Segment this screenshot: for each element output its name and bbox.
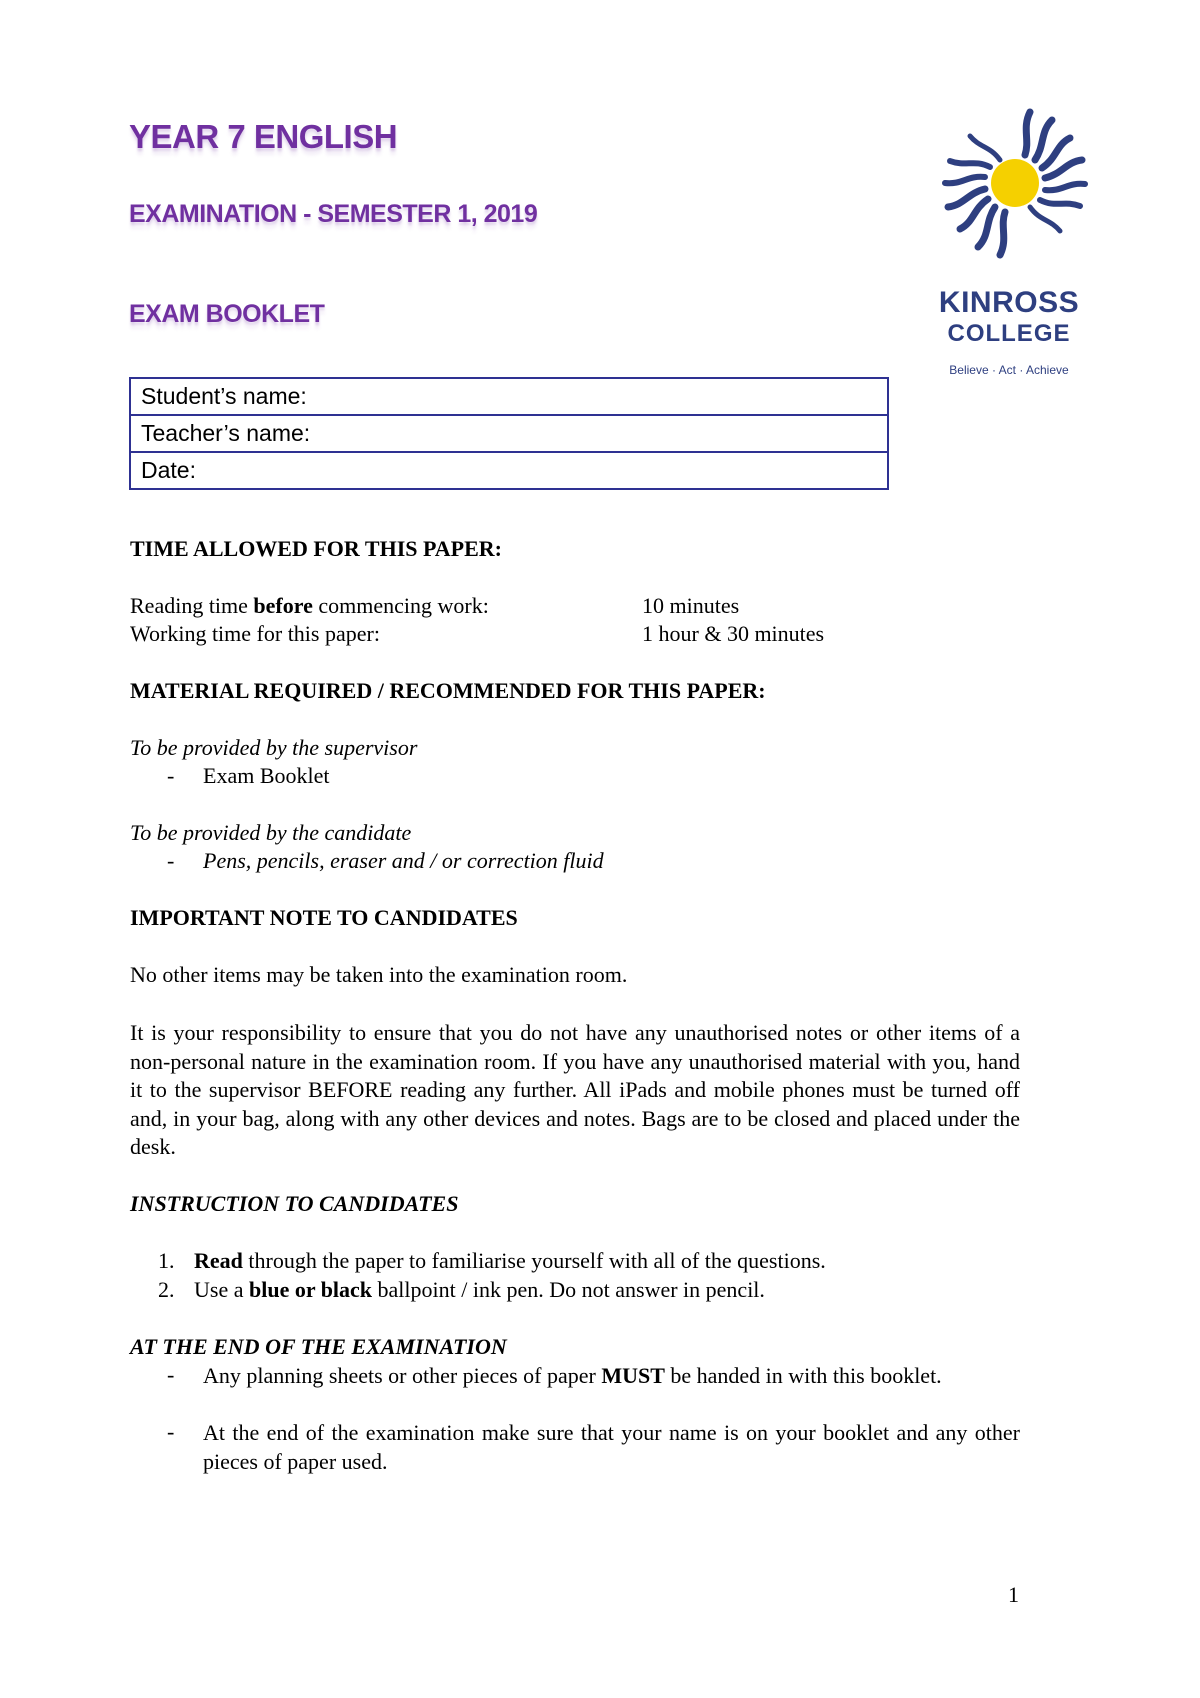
materials-heading: MATERIAL REQUIRED / RECOMMENDED FOR THIS PAPER:	[130, 678, 766, 703]
bullet-dash: -	[167, 763, 175, 788]
student-info-table	[129, 377, 889, 490]
time-allowed-heading: TIME ALLOWED FOR THIS PAPER:	[130, 536, 503, 561]
kinross-college-logo	[930, 100, 1100, 390]
instruction-1-rest: through the paper to familiarise yourself with all of the questions.	[242, 1248, 826, 1273]
working-time-value: 1 hour & 30 minutes	[642, 621, 825, 646]
reading-time-label	[130, 593, 489, 619]
logo-name-line2: COLLEGE	[947, 320, 1071, 347]
reading-time-label-post: commencing work:	[312, 593, 489, 618]
exam-subtitle: EXAMINATION - SEMESTER 1, 2019	[129, 200, 538, 228]
end-instruction-1-bold: MUST	[601, 1363, 665, 1388]
bullet-dash: -	[167, 848, 175, 873]
instruction-2-rest: ballpoint / ink pen. Do not answer in pencil.	[372, 1277, 765, 1302]
bullet-dash: -	[167, 1419, 175, 1444]
end-of-exam-heading: AT THE END OF THE EXAMINATION	[130, 1334, 507, 1359]
instruction-1-bold: Read	[194, 1248, 243, 1273]
candidate-label: To be provided by the candidate	[130, 820, 412, 845]
supervisor-item: Exam Booklet	[203, 763, 330, 788]
instructions-heading: INSTRUCTION TO CANDIDATES	[130, 1191, 459, 1216]
end-instruction-1-post: be handed in with this booklet.	[664, 1363, 942, 1388]
candidate-item: Pens, pencils, eraser and / or correction fluid	[203, 848, 604, 873]
item-number: 2.	[158, 1277, 175, 1302]
note-paragraph-2: It is your responsibility to ensure that you do not have any unauthorised notes or other items of a non-personal nature in the examination room. If you have any unauthorised material with you, hand it to the supervisor BEFORE reading any further. All iPads and mobile phones must be turned off and, in your bag, along with any other devices and notes. Bags are to be closed and placed under the desk.	[130, 1020, 1020, 1159]
sun-wave-logo-icon	[930, 100, 1088, 270]
instruction-1	[194, 1248, 826, 1274]
table-row	[130, 378, 888, 415]
teacher-name-field[interactable]: Teacher’s name:	[130, 415, 888, 452]
end-instruction-1-pre: Any planning sheets or other pieces of paper	[203, 1363, 602, 1388]
supervisor-label: To be provided by the supervisor	[130, 735, 418, 760]
page-number: 1	[1008, 1582, 1019, 1607]
reading-time-label-bold: before	[253, 593, 313, 618]
important-note-heading: IMPORTANT NOTE TO CANDIDATES	[130, 905, 518, 930]
note-paragraph-1: No other items may be taken into the examination room.	[130, 962, 628, 987]
reading-time-label-pre: Reading time	[130, 593, 254, 618]
instruction-2-bold: blue or black	[248, 1277, 373, 1302]
table-row	[130, 452, 888, 489]
student-name-field[interactable]: Student’s name:	[130, 378, 888, 415]
logo-wordmark	[930, 288, 1088, 346]
end-instruction-2: At the end of the examination make sure that your name is on your booklet and any other pieces of paper used.	[203, 1420, 1020, 1474]
table-row	[130, 415, 888, 452]
page-title: YEAR 7 ENGLISH	[129, 118, 398, 155]
logo-tagline: Believe · Act · Achieve	[949, 363, 1069, 377]
bullet-dash: -	[167, 1362, 175, 1387]
instruction-2-pre: Use a	[194, 1277, 249, 1302]
sun-icon	[991, 159, 1039, 207]
logo-name-line1: KINROSS	[938, 286, 1080, 319]
end-instruction-1	[203, 1362, 1020, 1391]
date-field[interactable]: Date:	[130, 452, 888, 489]
instruction-2	[194, 1277, 765, 1303]
working-time-label: Working time for this paper:	[130, 621, 380, 646]
booklet-heading: EXAM BOOKLET	[129, 300, 325, 328]
item-number: 1.	[158, 1248, 175, 1273]
reading-time-value: 10 minutes	[642, 593, 740, 618]
